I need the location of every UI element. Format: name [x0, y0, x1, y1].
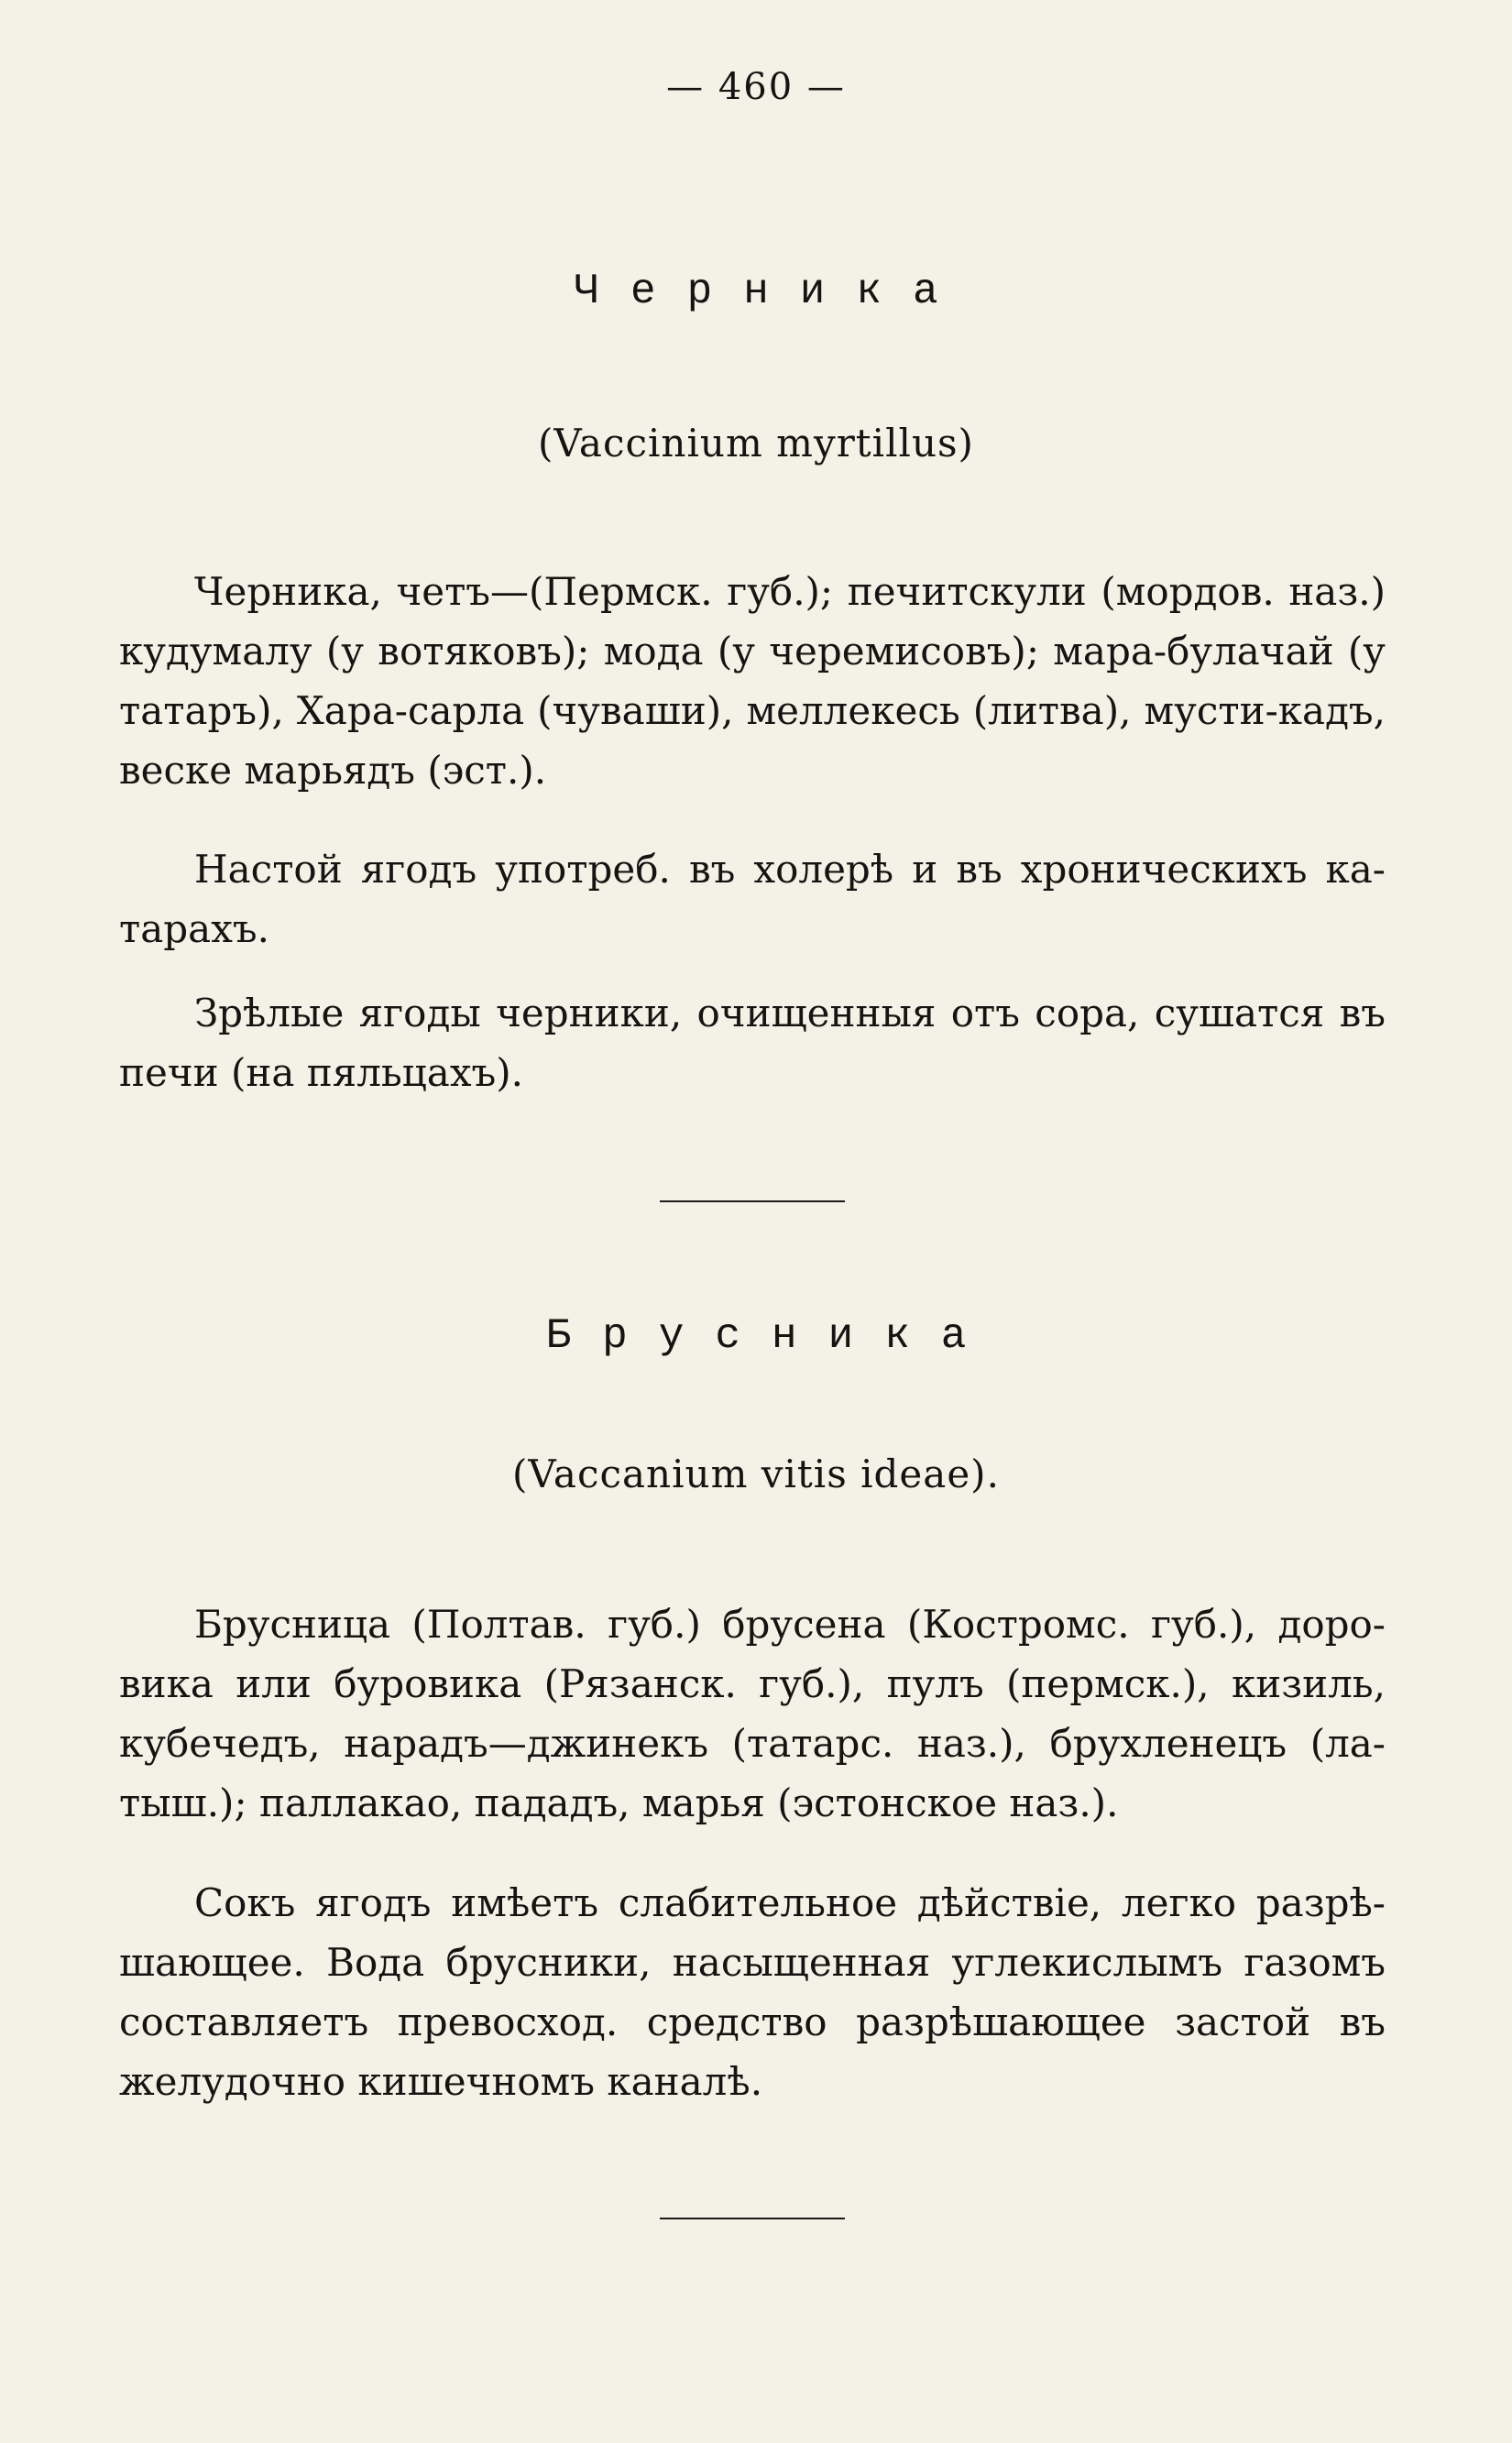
paragraph: Черника, четъ—(Пермск. губ.); печитскули (мордов. наз.) кудумалу (у вотяковъ); мода (у черемисовъ); мара-булачай (у татаръ), Хара-сарла (чуваши), меллекесь (литва), мусти-кадъ, веске марьядъ (эст.). — [119, 569, 1386, 793]
section-divider — [660, 1200, 845, 1202]
paragraph: Сокъ ягодъ имѣетъ слабительное дѣйствіе, легко разрѣ-шающее. Вода брусники, насыщенная углекислымъ газомъ составляетъ превосход. средство разрѣшающее застой въ желудочно кишечномъ каналѣ. — [119, 1880, 1386, 2104]
paragraph: Настой ягодъ употреб. въ холерѣ и въ хроническихъ ка-тарахъ. — [119, 847, 1386, 951]
latin-name-chernika: (Vaccinium myrtillus) — [538, 421, 974, 466]
page-number: — 460 — — [666, 66, 846, 108]
section-title-brusnika: Брусника — [545, 1312, 998, 1360]
paragraph: Зрѣлые ягоды черники, очищенныя отъ сора, сушатся въ печи (на пяльцахъ). — [119, 991, 1386, 1095]
paragraph: Брусница (Полтав. губ.) брусена (Костромс. губ.), доро-вика или буровика (Рязанск. губ.), пулъ (пермск.), кизиль, кубечедъ, нарадъ—джинекъ (татарс. наз.), брухленецъ (ла-тыш.); паллакао, пададъ, марья (эстонское наз.). — [119, 1602, 1386, 1825]
section-divider — [660, 2218, 845, 2219]
section-title-chernika: Черника — [574, 268, 970, 315]
latin-name-brusnika: (Vaccanium vitis ideae). — [512, 1452, 1000, 1496]
